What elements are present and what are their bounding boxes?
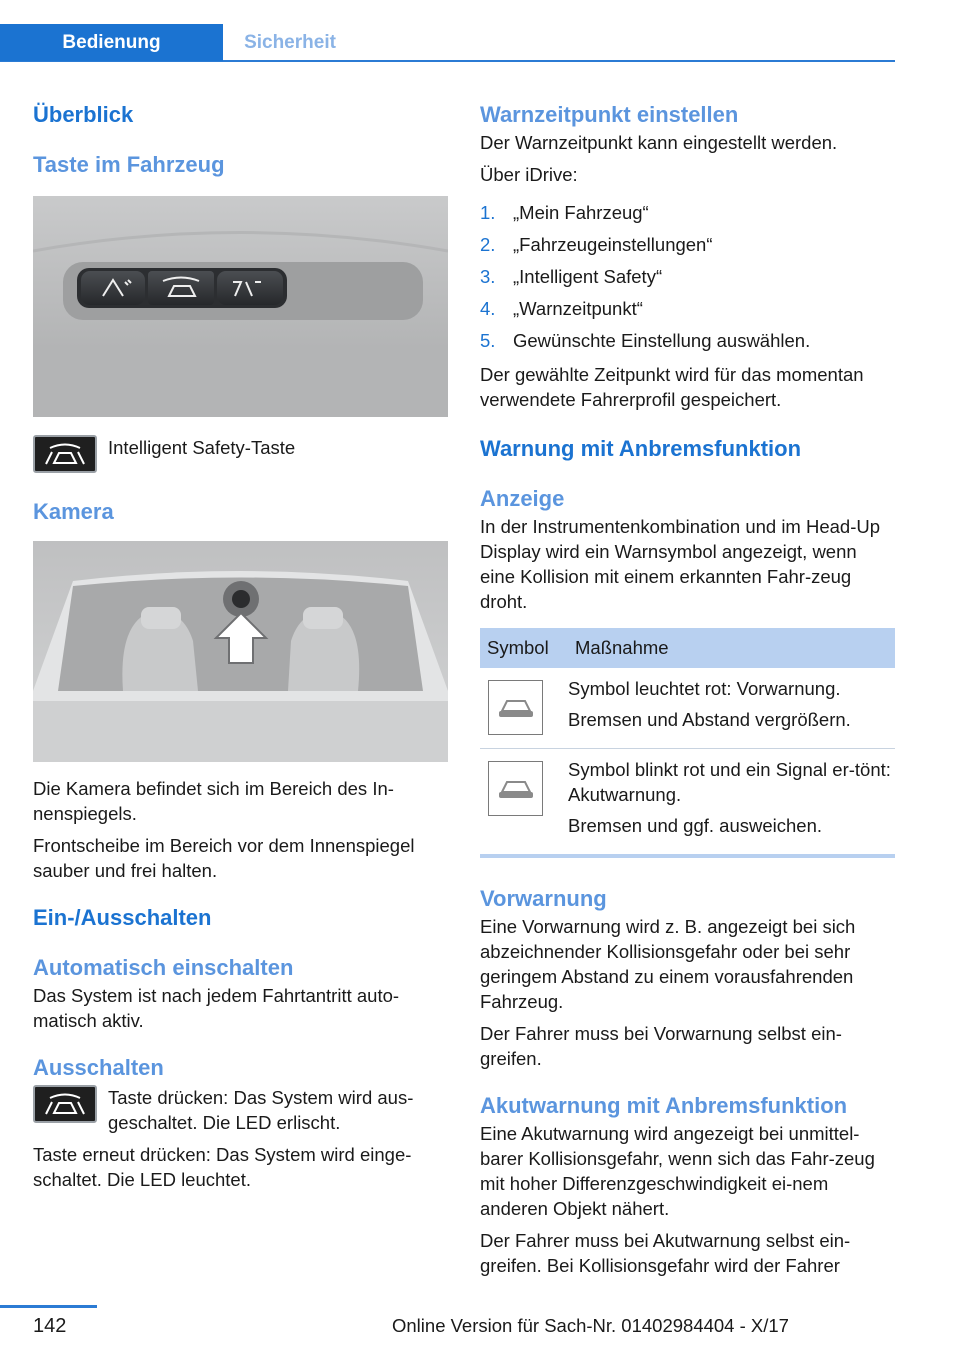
camera-heading: Kamera bbox=[33, 499, 114, 524]
column-header-symbol: Symbol bbox=[480, 628, 568, 668]
right-column bbox=[480, 100, 895, 1285]
display-heading: Anzeige bbox=[480, 486, 565, 511]
camera-paragraph-1: Die Kamera befindet sich im Bereich des In‐nenspiegels. bbox=[33, 778, 394, 824]
off-paragraph-2: Taste erneut drücken: Das System wird einge‐schaltet. Die LED leuchtet. bbox=[33, 1144, 412, 1190]
step-number: 4. bbox=[480, 298, 496, 319]
step-number: 3. bbox=[480, 266, 496, 287]
off-heading: Ausschalten bbox=[33, 1055, 164, 1080]
display-paragraph: In der Instrumentenkombination und im Head-Up Display wird ein Warnsymbol angezeigt, wenn eine Kollision mit einem erkannten Fahr‐zeug droht. bbox=[480, 516, 881, 612]
row-2-line-2: Bremsen und ggf. ausweichen. bbox=[568, 815, 823, 836]
intelligent-safety-button-icon bbox=[33, 1085, 97, 1123]
intelligent-safety-button-icon bbox=[33, 435, 97, 473]
tab-bedienung[interactable]: Bedienung bbox=[0, 24, 223, 61]
table-row bbox=[480, 749, 895, 857]
page-number: 142 bbox=[33, 1315, 67, 1337]
column-header-action: Maßnahme bbox=[568, 628, 895, 668]
button-photo bbox=[33, 196, 448, 417]
step-text: „Warnzeitpunkt“ bbox=[513, 298, 643, 319]
left-column bbox=[33, 100, 448, 1199]
list-item bbox=[480, 296, 895, 328]
tab-sicherheit[interactable]: Sicherheit bbox=[244, 32, 336, 53]
step-number: 2. bbox=[480, 234, 496, 255]
step-number: 5. bbox=[480, 330, 496, 351]
acute-warning-paragraph-1: Eine Akutwarnung wird angezeigt bei unmittel‐barer Kollisionsgefahr, wenn sich das Fahr‐zeug mit hoher Differenzgeschwindigkeit ei‐nem anderen Objekt nähert. bbox=[480, 1123, 875, 1219]
button-heading: Taste im Fahrzeug bbox=[33, 152, 225, 177]
camera-paragraph-2: Frontscheibe im Bereich vor dem Innenspiegel sauber und frei halten. bbox=[33, 835, 415, 881]
warn-time-paragraph-1: Der Warnzeitpunkt kann eingestellt werden. bbox=[480, 132, 838, 153]
camera-text bbox=[33, 776, 448, 883]
car-warning-symbol-icon bbox=[488, 680, 543, 735]
step-number: 1. bbox=[480, 202, 496, 223]
overview-heading: Überblick bbox=[33, 102, 134, 127]
button-caption: Intelligent Safety-Taste bbox=[108, 437, 296, 458]
step-text: „Mein Fahrzeug“ bbox=[513, 202, 649, 223]
list-item bbox=[480, 200, 895, 232]
list-item bbox=[480, 264, 895, 296]
car-warning-symbol-icon bbox=[488, 761, 543, 816]
pre-warning-paragraph-2: Der Fahrer muss bei Vorwarnung selbst ein‐greifen. bbox=[480, 1023, 842, 1069]
row-1-line-2: Bremsen und Abstand vergrößern. bbox=[568, 709, 851, 730]
pre-warning-heading: Vorwarnung bbox=[480, 886, 607, 911]
button-caption-row bbox=[33, 435, 448, 473]
brake-warning-heading: Warnung mit Anbremsfunktion bbox=[480, 436, 802, 461]
acute-warning-paragraph-2: Der Fahrer muss bei Akutwarnung selbst ein‐greifen. Bei Kollisionsgefahr wird der Fahrer bbox=[480, 1230, 851, 1276]
acute-warning-heading: Akutwarnung mit Anbremsfunktion bbox=[480, 1093, 848, 1118]
step-text: „Fahrzeugeinstellungen“ bbox=[513, 234, 713, 255]
row-2-line-1: Symbol blinkt rot und ein Signal er‐tönt: Akutwarnung. bbox=[568, 759, 891, 805]
row-1-line-1: Symbol leuchtet rot: Vorwarnung. bbox=[568, 678, 841, 699]
step-text: Gewünschte Einstellung auswählen. bbox=[513, 330, 811, 351]
chapter-tabs bbox=[0, 24, 895, 62]
onoff-heading: Ein-/Ausschalten bbox=[33, 905, 212, 930]
symbol-table bbox=[480, 628, 895, 858]
auto-on-paragraph: Das System ist nach jedem Fahrtantritt auto‐matisch aktiv. bbox=[33, 985, 400, 1031]
idrive-steps bbox=[480, 200, 895, 355]
footer-rule bbox=[0, 1305, 97, 1308]
warn-time-heading: Warnzeitpunkt einstellen bbox=[480, 102, 739, 127]
warn-time-paragraph-2: Über iDrive: bbox=[480, 164, 578, 185]
list-item bbox=[480, 232, 895, 264]
pre-warning-paragraph-1: Eine Vorwarnung wird z. B. angezeigt bei sich abzeichnender Kollisionsgefahr oder bei sehr geringem Abstand zu einem vorausfahrenden Fahrzeug. bbox=[480, 916, 856, 1012]
list-item bbox=[480, 328, 895, 355]
step-text: „Intelligent Safety“ bbox=[513, 266, 663, 287]
auto-on-heading: Automatisch einschalten bbox=[33, 955, 294, 980]
off-caption: Taste drücken: Das System wird aus‐geschaltet. Die LED erlischt. bbox=[108, 1087, 414, 1133]
warn-time-paragraph-3: Der gewählte Zeitpunkt wird für das momentan verwendete Fahrerprofil gespeichert. bbox=[480, 364, 864, 410]
table-row bbox=[480, 668, 895, 749]
footer-version-text: Online Version für Sach-Nr. 01402984404 - X/17 bbox=[392, 1315, 789, 1336]
camera-photo bbox=[33, 541, 448, 762]
off-caption-row bbox=[33, 1085, 448, 1135]
